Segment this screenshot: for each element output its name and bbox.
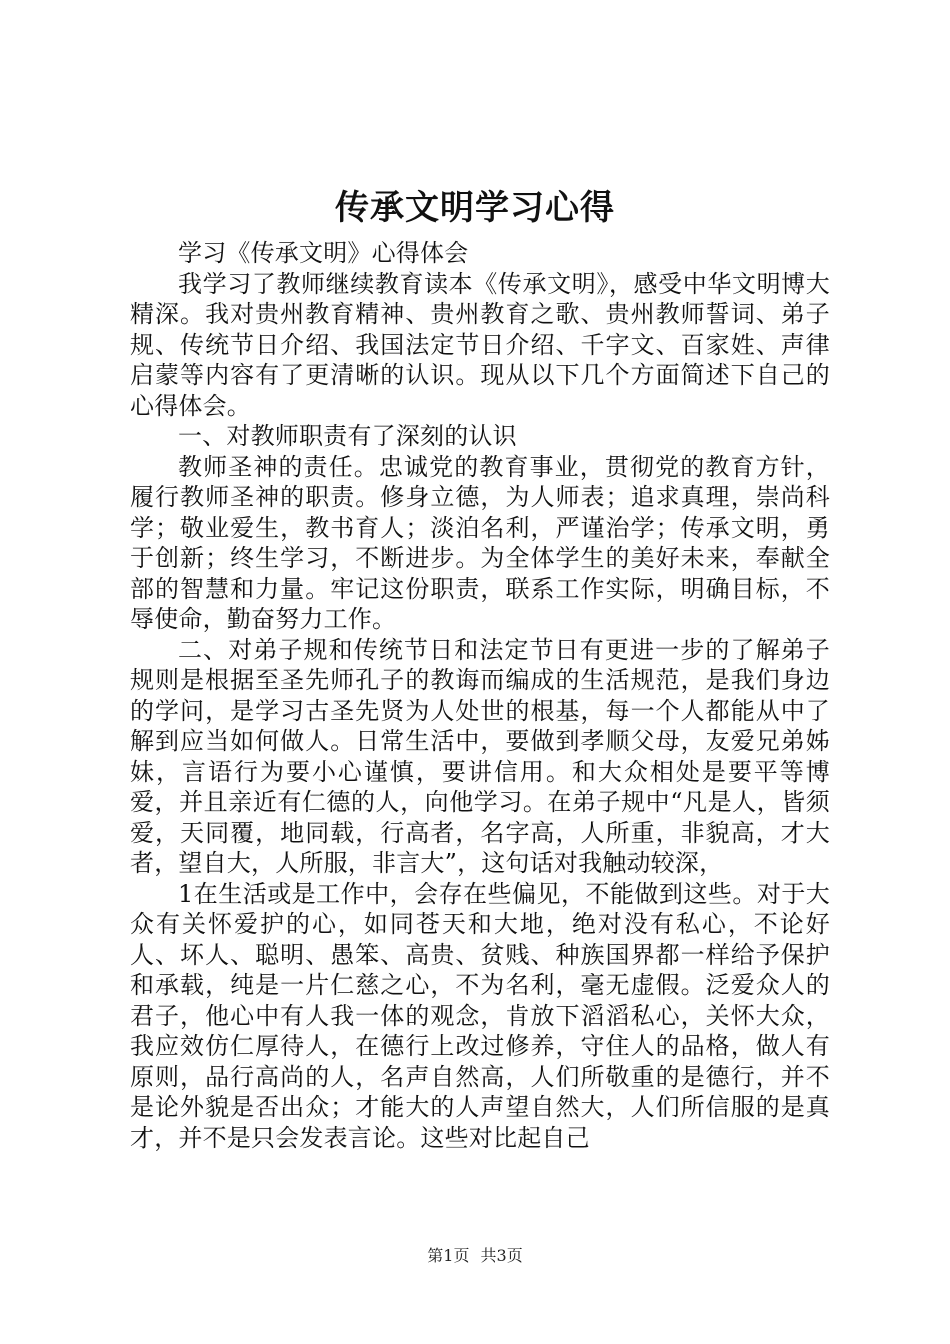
paragraph-reflection: 1在生活或是工作中，会存在些偏见，不能做到这些。对于大众有关怀爱护的心，如同苍天和大地，绝对没有私心，不论好人、坏人、聪明、愚笨、高贵、贫贱、种族国界都一样给予保护和承载，纯是一片仁慈之心，不为名利，毫无虚假。泛爱众人的君子，他心中有人我一体的观念，肯放下滔滔私心，关怀大众，我应效仿仁厚待人，在德行上改过修养，守住人的品格，做人有原则，品行高尚的人，名声自然高，人们所敬重的是德行，并不是论外貌是否出众；才能大的人声望自然大，人们所信服的是真才，并不是只会发表言论。这些对比起自己	[130, 879, 830, 1152]
page-number: 第1页	[427, 1246, 470, 1265]
page-total: 共3页	[480, 1246, 523, 1265]
paragraph-intro: 我学习了教师继续教育读本《传承文明》，感受中华文明博大精深。我对贵州教育精神、贵州教育之歌、贵州教师誓词、弟子规、传统节日介绍、我国法定节日介绍、千字文、百家姓、声律启蒙等内容有了更清晰的认识。现从以下几个方面简述下自己的心得体会。	[130, 269, 830, 420]
paragraph-subtitle: 学习《传承文明》心得体会	[178, 239, 469, 267]
paragraph-dizigui: 二、对弟子规和传统节日和法定节日有更进一步的了解弟子规则是根据至圣先师孔子的教诲而编成的生活规范，是我们身边的学问，是学习古圣先贤为人处世的根基，每一个人都能从中了解到应当如何做人。日常生活中，要做到孝顺父母，友爱兄弟姊妹，言语行为要小心谨慎，要讲信用。和大众相处是要平等博爱，并且亲近有仁德的人，向他学习。在弟子规中“凡是人，皆须爱，天同覆，地同载，行高者，名字高，人所重，非貌高，才大者，望自大，人所服，非言大”，这句话对我触动较深，	[130, 635, 830, 877]
paragraph-teacher-duty: 教师圣神的责任。忠诚党的教育事业，贯彻党的教育方针，履行教师圣神的职责。修身立德，为人师表；追求真理，崇尚科学；敬业爱生，教书育人；淡泊名利，严谨治学；传承文明，勇于创新；终生学习，不断进步。为全体学生的美好未来，奉献全部的智慧和力量。牢记这份职责，联系工作实际，明确目标，不辱使命，勤奋努力工作。	[130, 452, 830, 633]
document-body	[130, 238, 830, 1153]
document-title: 传承文明学习心得	[335, 188, 615, 228]
section-heading-1: 一、对教师职责有了深刻的认识	[178, 422, 517, 450]
page-footer	[0, 1243, 950, 1266]
